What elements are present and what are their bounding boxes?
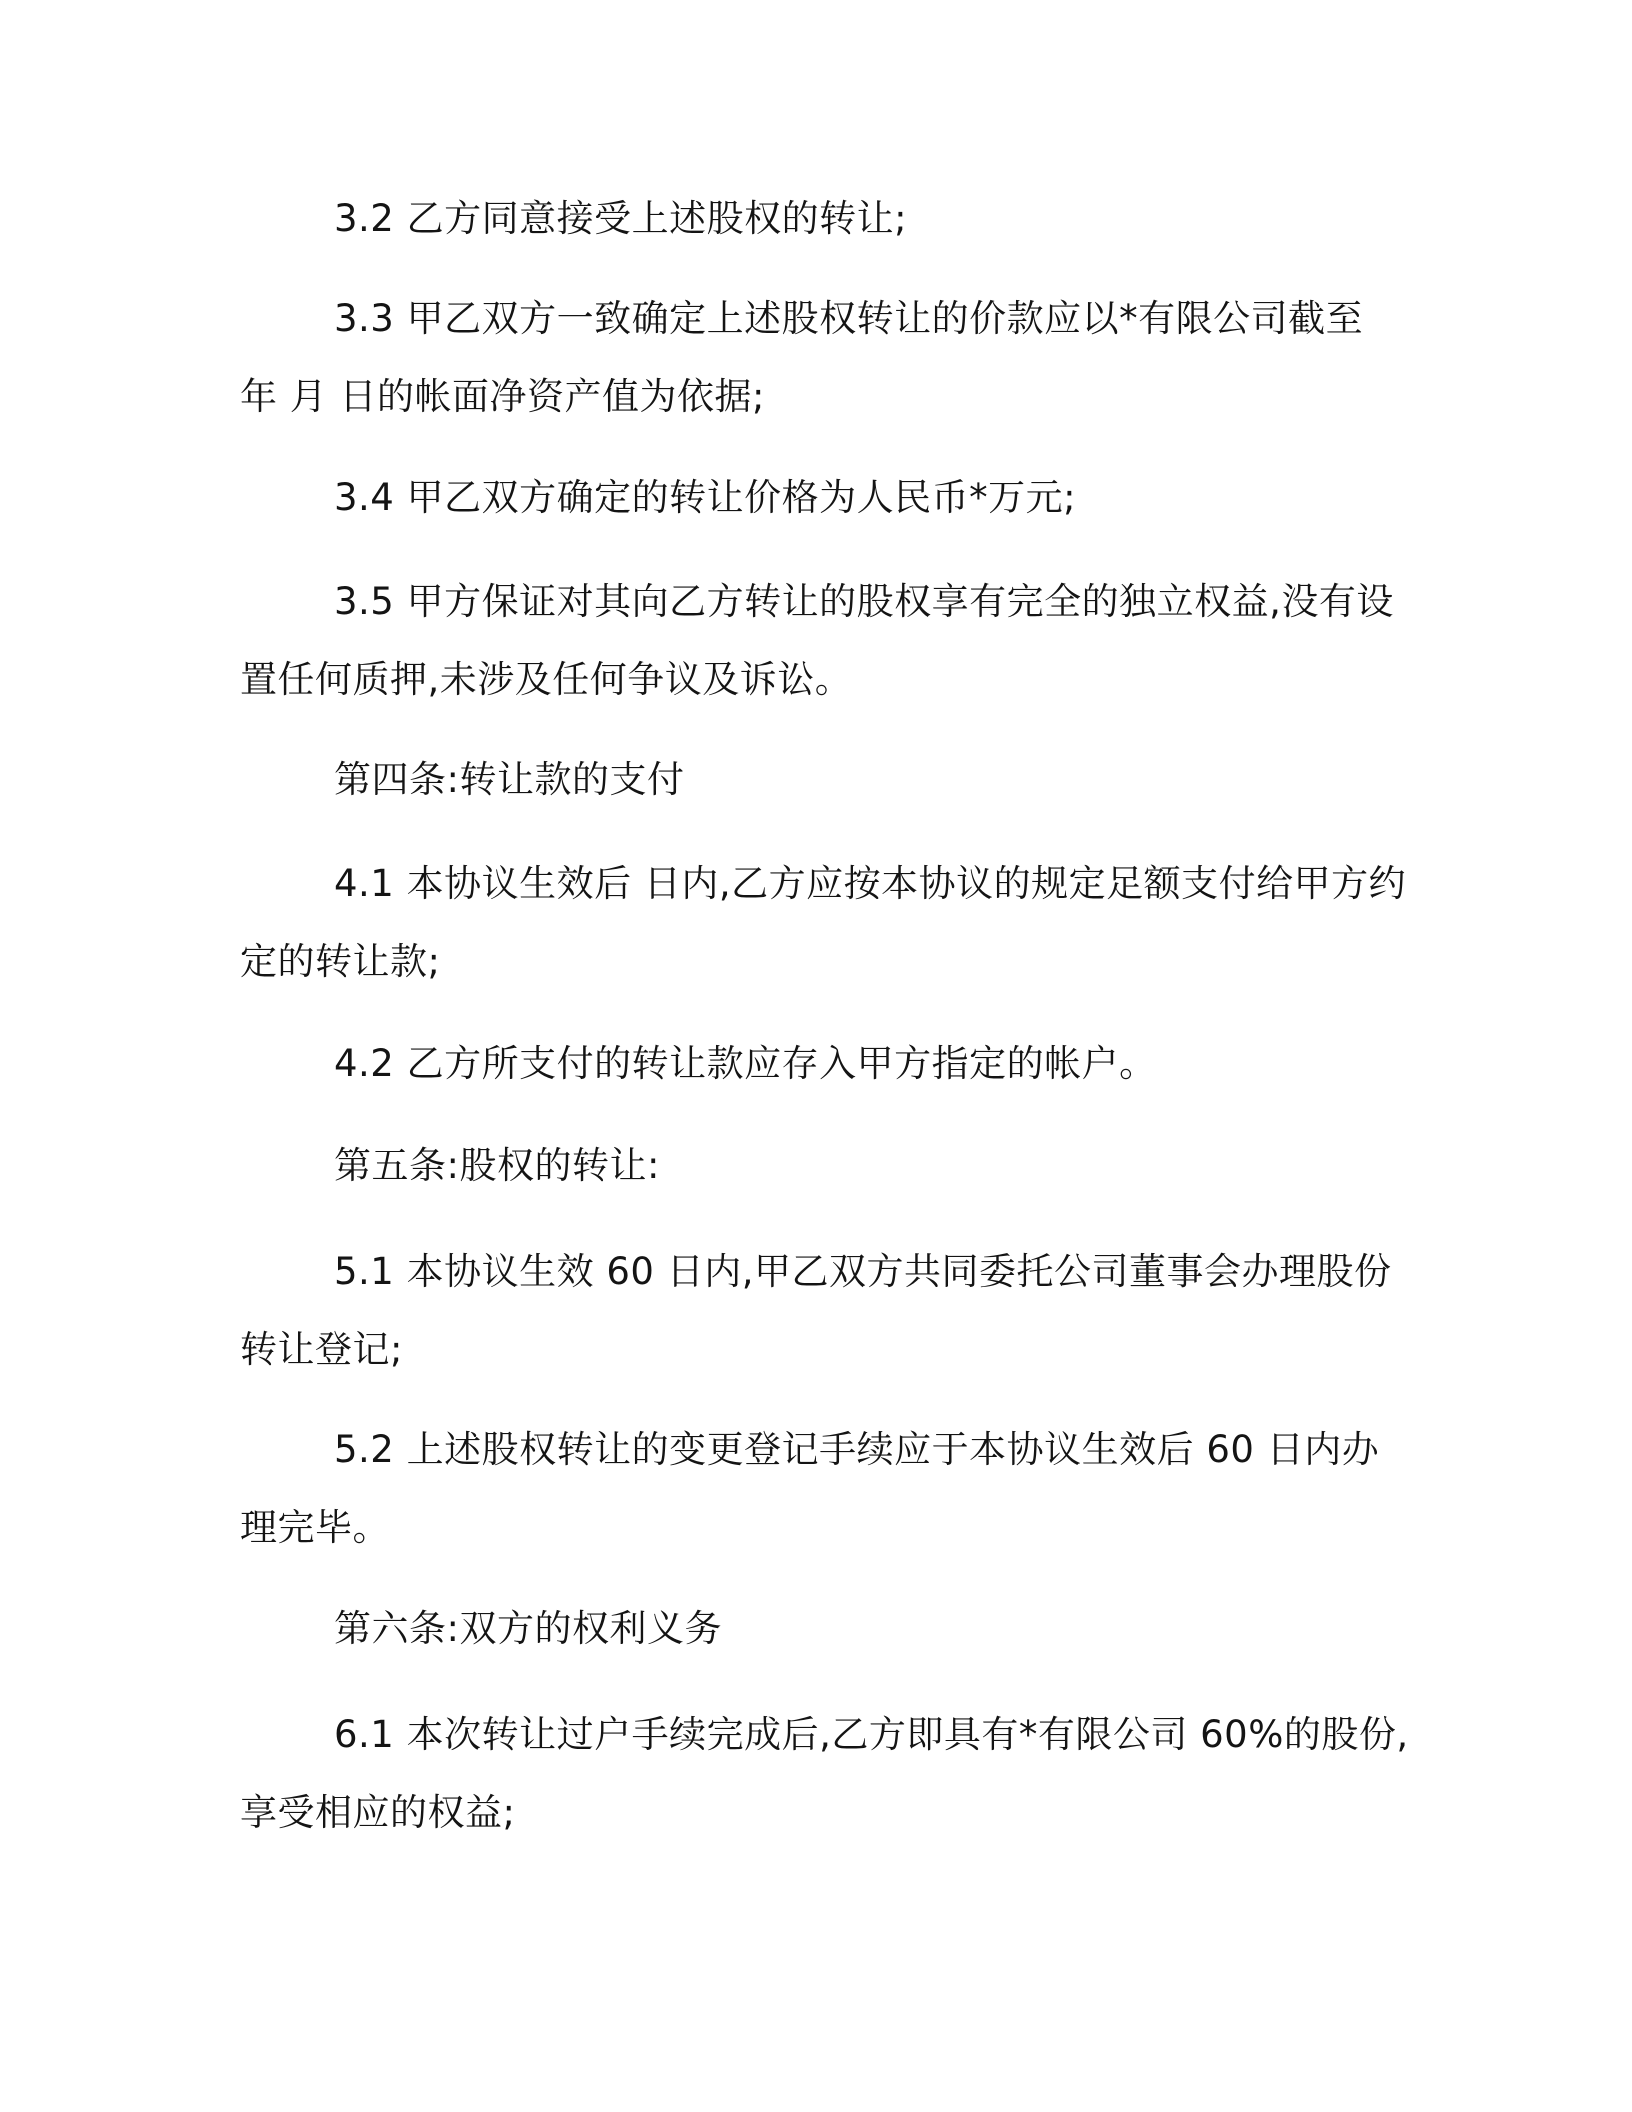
paragraph-line: 6.1 本次转让过户手续完成后,乙方即具有*有限公司 60%的股份, [334,1713,1409,1756]
clause-4-2 [240,1025,1390,1103]
paragraph-line: 4.1 本协议生效后 日内,乙方应按本协议的规定足额支付给甲方约 [334,862,1407,905]
paragraph-line: 理完毕。 [240,1506,390,1549]
article-5-heading [240,1127,1390,1205]
paragraph-line: 置任何质押,未涉及任何争议及诉讼。 [240,658,853,701]
paragraph-line: 5.2 上述股权转让的变更登记手续应于本协议生效后 60 日内办 [334,1428,1380,1471]
clause-4-1 [240,845,1407,1001]
article-6-heading [240,1590,1390,1668]
article-4-heading [240,741,1390,819]
paragraph-line: 定的转让款; [240,940,441,983]
paragraph-line: 3.2 乙方同意接受上述股权的转让; [334,197,908,240]
clause-5-2 [240,1411,1390,1567]
paragraph-line: 3.3 甲乙双方一致确定上述股权转让的价款应以*有限公司截至 [334,297,1364,340]
paragraph-line: 4.2 乙方所支付的转让款应存入甲方指定的帐户。 [334,1042,1157,1085]
clause-5-1 [240,1233,1390,1389]
paragraph-line: 第四条:转让款的支付 [334,758,685,801]
paragraph-line: 3.5 甲方保证对其向乙方转让的股权享有完全的独立权益,没有设 [334,580,1394,623]
clause-3-5 [240,563,1394,719]
paragraph-line: 享受相应的权益; [240,1791,516,1834]
paragraph-line: 5.1 本协议生效 60 日内,甲乙双方共同委托公司董事会办理股份 [334,1250,1392,1293]
clause-3-4 [240,459,1390,537]
paragraph-line: 转让登记; [240,1328,403,1371]
paragraph-line: 3.4 甲乙双方确定的转让价格为人民币*万元; [334,476,1077,519]
paragraph-line: 第五条:股权的转让: [334,1144,660,1187]
clause-3-3 [240,280,1390,436]
paragraph-line: 年 月 日的帐面净资产值为依据; [240,375,765,418]
clause-6-1 [240,1696,1409,1852]
paragraph-line: 第六条:双方的权利义务 [334,1607,722,1650]
clause-3-2 [240,180,1390,258]
